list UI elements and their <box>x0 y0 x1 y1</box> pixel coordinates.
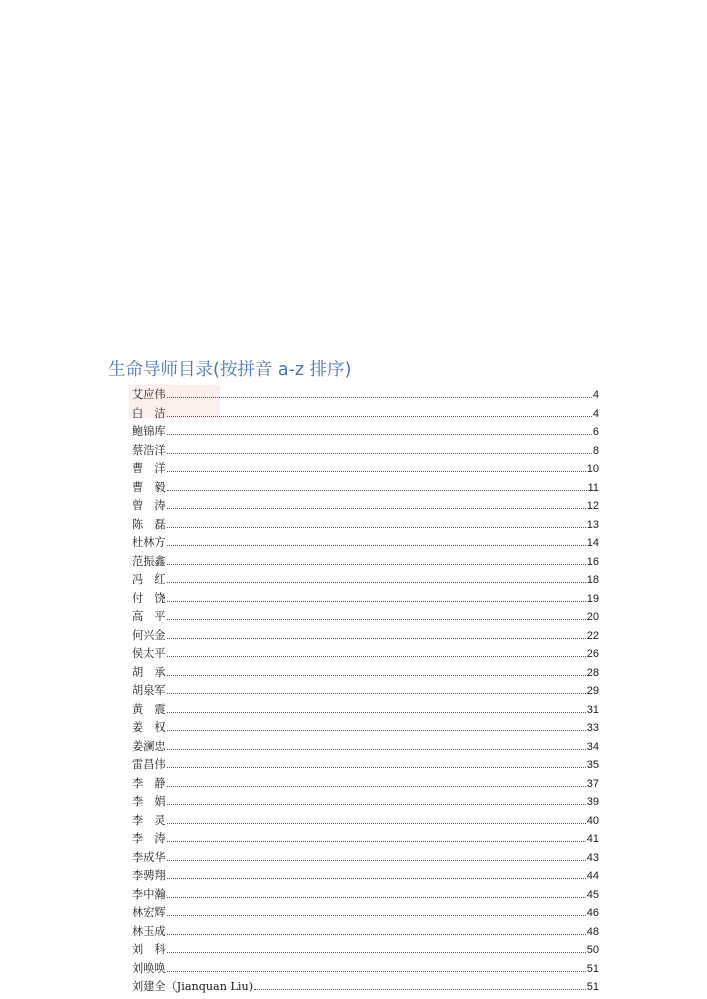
toc-entry-name: 胡泉军 <box>132 684 166 697</box>
toc-entry[interactable] <box>132 664 599 683</box>
toc-entry[interactable] <box>132 571 599 590</box>
toc-entry[interactable] <box>132 978 599 997</box>
toc-dot-leader <box>167 600 586 602</box>
toc-entry[interactable] <box>132 497 599 516</box>
toc-entry-page: 4 <box>592 407 599 420</box>
toc-dot-leader <box>167 766 586 768</box>
toc-entry-page: 18 <box>586 574 599 586</box>
toc-entry[interactable] <box>132 516 599 535</box>
toc-entry[interactable] <box>132 941 599 960</box>
toc-entry-page: 28 <box>586 666 599 679</box>
toc-entry-page: 26 <box>586 648 599 660</box>
toc-entry[interactable] <box>132 553 599 572</box>
toc-entry-page: 22 <box>586 629 599 642</box>
toc-entry[interactable] <box>132 701 599 720</box>
toc-entry-name: 李 娟 <box>132 795 166 808</box>
toc-entry-name: 白 洁 <box>132 406 166 420</box>
toc-entry[interactable] <box>132 442 599 461</box>
toc-dot-leader <box>167 415 592 417</box>
toc-entry-page: 46 <box>586 907 599 919</box>
toc-entry-page: 4 <box>592 389 599 401</box>
toc-dot-leader <box>167 674 586 676</box>
toc-dot-leader <box>167 618 586 620</box>
toc-dot-leader <box>167 544 586 546</box>
toc-entry[interactable] <box>132 812 599 831</box>
toc-entry[interactable] <box>132 423 599 442</box>
toc-entry-page: 31 <box>586 703 599 716</box>
toc-entry-name: 刘唤唤 <box>132 961 166 975</box>
toc-entry[interactable] <box>132 923 599 942</box>
toc-entry-name: 范振鑫 <box>132 554 166 568</box>
toc-entry-page: 51 <box>586 962 599 975</box>
toc-entry-page: 20 <box>586 611 599 623</box>
toc-entry-name: 曹 毅 <box>132 480 166 494</box>
toc-dot-leader <box>167 526 586 528</box>
toc-entry-page: 48 <box>586 925 599 938</box>
toc-entry[interactable] <box>132 386 599 405</box>
toc-entry[interactable] <box>132 479 599 498</box>
toc-dot-leader <box>167 581 586 583</box>
toc-entry-page: 14 <box>586 537 599 549</box>
toc-entry-name: 姜澜忠 <box>132 739 166 753</box>
toc-dot-leader <box>167 803 586 805</box>
toc-entry-page: 39 <box>586 796 599 808</box>
toc-entry[interactable] <box>132 830 599 849</box>
toc-entry-page: 10 <box>586 463 599 475</box>
toc-dot-leader <box>167 896 586 898</box>
toc-entry[interactable] <box>132 627 599 646</box>
toc-entry-name: 姜 权 <box>132 721 166 734</box>
toc-entry[interactable] <box>132 904 599 923</box>
toc-entry[interactable] <box>132 886 599 905</box>
toc-entry-name: 陈 磊 <box>132 517 166 531</box>
toc-entry-page: 33 <box>586 722 599 734</box>
toc-entry-name: 冯 红 <box>132 573 166 586</box>
toc-entry-name: 李 涛 <box>132 832 166 845</box>
toc-entry-page: 29 <box>586 685 599 697</box>
toc-entry-name: 林宏辉 <box>132 906 166 919</box>
toc-dot-leader <box>167 877 586 879</box>
toc-dot-leader <box>167 396 592 398</box>
toc-dot-leader <box>167 470 586 472</box>
toc-entry[interactable] <box>132 405 599 424</box>
toc-entry-name: 刘建全（Jianquan Liu) <box>132 980 254 993</box>
toc-dot-leader <box>167 655 586 657</box>
toc-entry-name: 杜林方 <box>132 536 166 549</box>
toc-entry-name: 李 灵 <box>132 813 166 827</box>
toc-entry[interactable] <box>132 849 599 868</box>
toc-entry[interactable] <box>132 590 599 609</box>
toc-dot-leader <box>167 489 587 491</box>
toc-entry[interactable] <box>132 960 599 979</box>
toc-entry-page: 35 <box>586 759 599 771</box>
toc-dot-leader <box>254 988 586 990</box>
toc-dot-leader <box>167 692 586 694</box>
toc-entry[interactable] <box>132 775 599 794</box>
toc-entry-page: 50 <box>586 944 599 956</box>
toc-entry-page: 37 <box>586 777 599 790</box>
toc-list <box>132 386 599 997</box>
toc-dot-leader <box>167 729 586 731</box>
toc-dot-leader <box>167 785 586 787</box>
toc-dot-leader <box>167 951 586 953</box>
toc-dot-leader <box>167 840 586 842</box>
toc-entry[interactable] <box>132 867 599 886</box>
toc-entry-name: 蔡浩洋 <box>132 443 166 457</box>
toc-entry[interactable] <box>132 682 599 701</box>
toc-entry-name: 侯太平 <box>132 647 166 660</box>
toc-entry-page: 44 <box>586 870 599 882</box>
toc-entry-page: 45 <box>586 888 599 901</box>
toc-entry-page: 41 <box>586 833 599 845</box>
toc-entry-name: 曹 洋 <box>132 462 166 475</box>
toc-entry[interactable] <box>132 738 599 757</box>
toc-entry[interactable] <box>132 793 599 812</box>
toc-entry[interactable] <box>132 534 599 553</box>
toc-dot-leader <box>167 452 592 454</box>
toc-entry-page: 43 <box>586 851 599 864</box>
toc-entry-name: 曾 涛 <box>132 499 166 512</box>
toc-entry[interactable] <box>132 756 599 775</box>
toc-entry-name: 胡 承 <box>132 665 166 679</box>
toc-entry[interactable] <box>132 608 599 627</box>
toc-entry-page: 8 <box>592 444 599 457</box>
toc-dot-leader <box>167 933 586 935</box>
toc-entry-page: 13 <box>586 518 599 531</box>
toc-dot-leader <box>167 507 586 509</box>
toc-entry-page: 19 <box>586 592 599 605</box>
toc-entry-name: 高 平 <box>132 610 166 623</box>
toc-dot-leader <box>167 711 586 713</box>
toc-dot-leader <box>167 433 592 435</box>
toc-dot-leader <box>167 563 586 565</box>
toc-entry-name: 黄 震 <box>132 702 166 716</box>
toc-entry-page: 12 <box>586 500 599 512</box>
toc-entry-name: 林玉成 <box>132 924 166 938</box>
toc-dot-leader <box>167 822 586 824</box>
toc-dot-leader <box>167 748 586 750</box>
toc-entry-name: 雷昌伟 <box>132 758 166 771</box>
toc-dot-leader <box>167 970 586 972</box>
toc-entry-page: 51 <box>586 981 599 993</box>
toc-dot-leader <box>167 637 586 639</box>
toc-entry[interactable] <box>132 719 599 738</box>
toc-entry[interactable] <box>132 460 599 479</box>
toc-entry-name: 李成华 <box>132 850 166 864</box>
toc-entry-page: 6 <box>592 426 599 438</box>
toc-entry-page: 16 <box>586 555 599 568</box>
toc-dot-leader <box>167 914 586 916</box>
toc-entry-name: 刘 科 <box>132 943 166 956</box>
toc-dot-leader <box>167 859 586 861</box>
toc-entry[interactable] <box>132 645 599 664</box>
toc-entry-page: 11 <box>587 481 599 494</box>
toc-entry-name: 李中瀚 <box>132 887 166 901</box>
toc-entry-page: 34 <box>586 740 599 753</box>
toc-title: 生命导师目录(按拼音 a-z 排序) <box>108 360 352 380</box>
toc-entry-name: 李 静 <box>132 776 166 790</box>
toc-entry-name: 李骋翔 <box>132 869 166 882</box>
toc-entry-name: 何兴金 <box>132 628 166 642</box>
toc-entry-name: 艾应伟 <box>132 388 166 401</box>
toc-entry-name: 付 饶 <box>132 591 166 605</box>
toc-entry-name: 鲍锦库 <box>132 425 166 438</box>
toc-entry-page: 40 <box>586 814 599 827</box>
